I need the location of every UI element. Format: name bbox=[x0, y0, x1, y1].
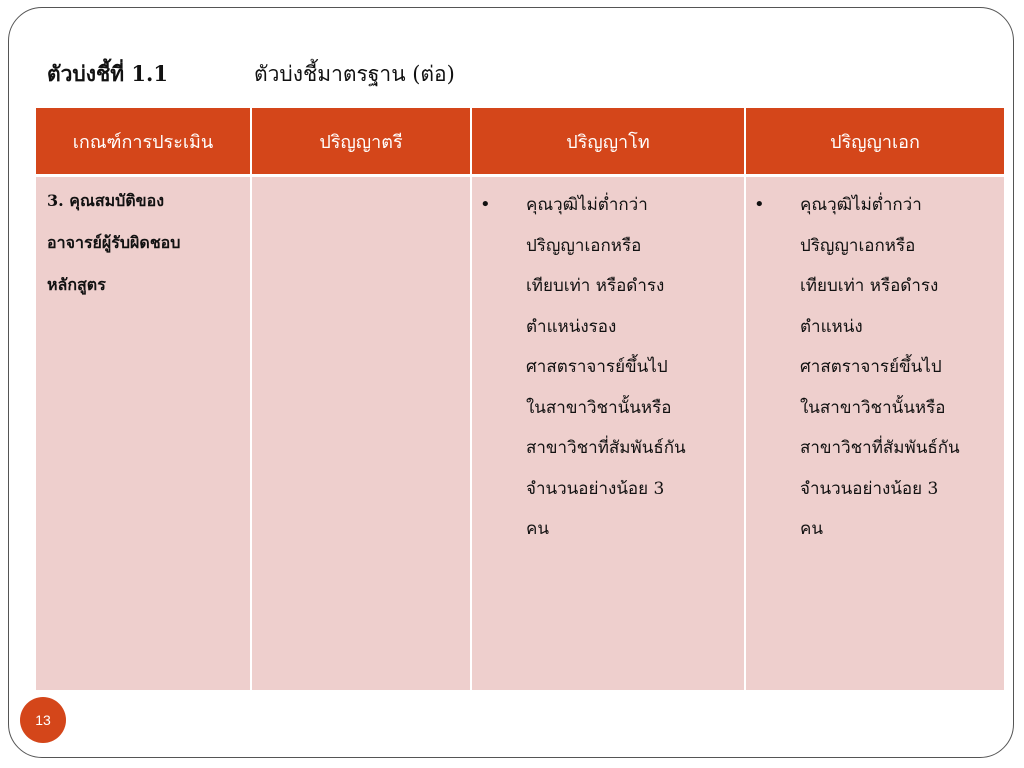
table-header-row bbox=[36, 108, 1004, 176]
page-number-badge: 13 bbox=[20, 697, 66, 743]
requirement-line: คน bbox=[526, 519, 549, 539]
requirement-line: ปริญญาเอกหรือ bbox=[526, 235, 642, 256]
indicator-label: ตัวบ่งชี้ที่ 1.1 bbox=[47, 61, 168, 86]
requirement-line: ปริญญาเอกหรือ bbox=[800, 235, 916, 256]
indicator-subtitle: ตัวบ่งชี้มาตรฐาน (ต่อ) bbox=[254, 62, 455, 86]
cell-doctoral bbox=[745, 176, 1004, 691]
requirement-line: จำนวนอย่างน้อย 3 bbox=[800, 478, 939, 499]
doctoral-requirement bbox=[746, 185, 1004, 550]
requirement-line: เทียบเท่า หรือดำรง bbox=[526, 276, 665, 296]
criterion-line: 3. คุณสมบัติของ bbox=[47, 191, 165, 210]
requirement-line: สาขาวิชาที่สัมพันธ์กัน bbox=[800, 438, 960, 458]
bullet-icon: • bbox=[754, 194, 765, 215]
requirement-line: ในสาขาวิชานั้นหรือ bbox=[526, 397, 672, 418]
master-requirement bbox=[472, 185, 744, 550]
table-row bbox=[36, 176, 1004, 691]
requirement-line: สาขาวิชาที่สัมพันธ์กัน bbox=[526, 438, 686, 458]
header-bachelor: ปริญญาตรี bbox=[251, 108, 471, 176]
requirement-line: ศาสตราจารย์ขึ้นไป bbox=[526, 357, 668, 377]
requirement-line: คุณวุฒิไม่ต่ำกว่า bbox=[800, 195, 922, 215]
requirement-line: ตำแหน่งรอง bbox=[526, 316, 617, 337]
cell-criterion bbox=[36, 176, 251, 691]
cell-master bbox=[471, 176, 745, 691]
requirement-line: เทียบเท่า หรือดำรง bbox=[800, 276, 939, 296]
requirement-line: ศาสตราจารย์ขึ้นไป bbox=[800, 357, 942, 377]
criterion-line: หลักสูตร bbox=[47, 275, 106, 294]
requirement-line: จำนวนอย่างน้อย 3 bbox=[526, 478, 665, 499]
criteria-table-wrapper bbox=[36, 108, 1004, 690]
header-master: ปริญญาโท bbox=[471, 108, 745, 176]
criterion-line: อาจารย์ผู้รับผิดชอบ bbox=[47, 233, 181, 252]
bullet-icon: • bbox=[480, 194, 491, 215]
cell-bachelor bbox=[251, 176, 471, 691]
header-doctoral: ปริญญาเอก bbox=[745, 108, 1004, 176]
requirement-line: ในสาขาวิชานั้นหรือ bbox=[800, 397, 946, 418]
requirement-line: คุณวุฒิไม่ต่ำกว่า bbox=[526, 195, 648, 215]
criteria-table bbox=[36, 108, 1004, 690]
requirement-line: ตำแหน่ง bbox=[800, 316, 863, 337]
criterion-text bbox=[36, 180, 250, 306]
header-criteria: เกณฑ์การประเมิน bbox=[36, 108, 251, 176]
requirement-line: คน bbox=[800, 519, 823, 539]
